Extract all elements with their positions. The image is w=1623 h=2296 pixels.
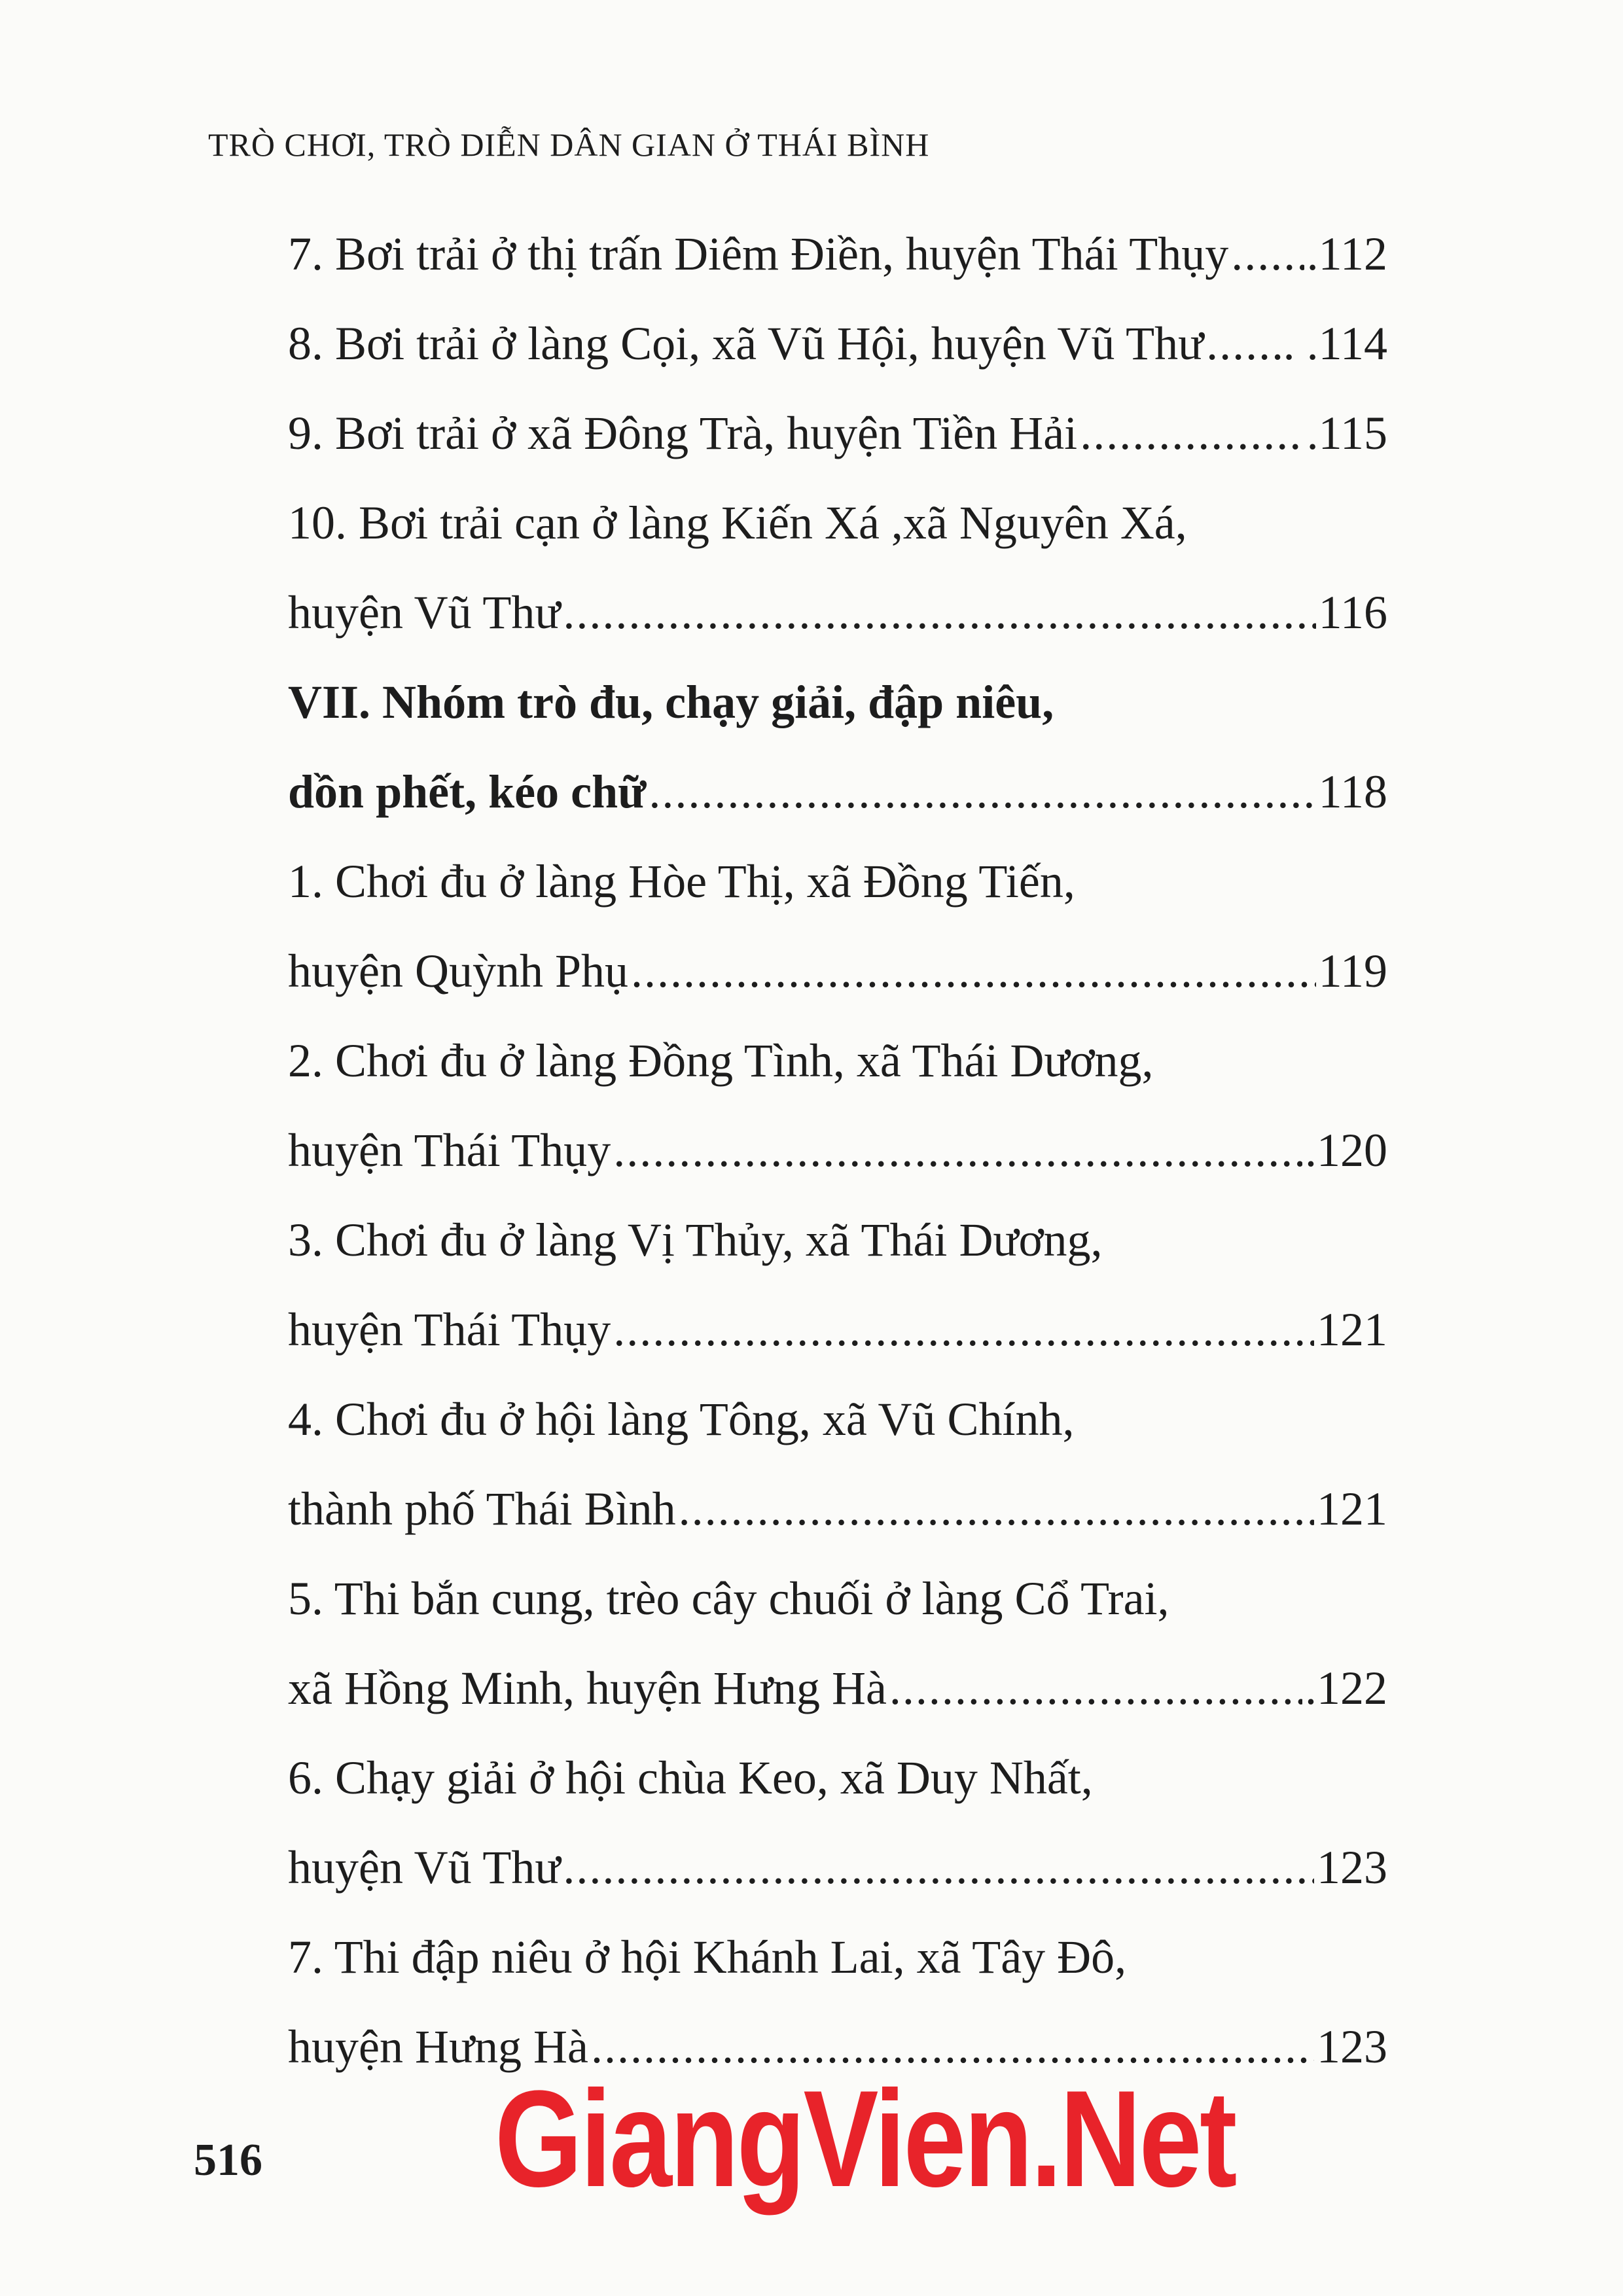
toc-entry xyxy=(288,299,1387,389)
watermark-logo: GiangVien.Net xyxy=(495,2062,1236,2216)
dot-leader xyxy=(679,1464,1314,1554)
toc-entry-page: . .114 xyxy=(1283,317,1387,370)
toc-entry xyxy=(288,1285,1387,1375)
toc-entry xyxy=(288,1554,1387,1644)
toc-entry-page: .120 xyxy=(1305,1124,1387,1176)
dot-leader xyxy=(613,1285,1314,1375)
toc-entry-page: 123 xyxy=(1317,1841,1387,1894)
toc-entry-page: 123 xyxy=(1317,2021,1387,2073)
toc-entry xyxy=(288,837,1387,927)
toc-entry-title: huyện Thái Thụy xyxy=(288,1124,611,1176)
toc-entry xyxy=(288,1195,1387,1285)
toc-entry-page: 121 xyxy=(1317,1483,1387,1535)
toc-entry-title: 7. Thi đập niêu ở hội Khánh Lai, xã Tây Đô, xyxy=(288,1931,1127,1983)
dot-leader xyxy=(1206,299,1281,389)
toc-entry-title: 9. Bơi trải ở xã Đông Trà, huyện Tiền Hải xyxy=(288,407,1078,459)
toc-entry xyxy=(288,747,1387,837)
toc-entry-title: 6. Chạy giải ở hội chùa Keo, xã Duy Nhất, xyxy=(288,1752,1093,1804)
toc-entry xyxy=(288,568,1387,658)
dot-leader xyxy=(1231,209,1304,299)
toc-entry-title: 2. Chơi đu ở làng Đồng Tình, xã Thái Dương, xyxy=(288,1034,1154,1087)
dot-leader xyxy=(889,1644,1302,1733)
toc-entry-title: 4. Chơi đu ở hội làng Tông, xã Vũ Chính, xyxy=(288,1393,1075,1445)
toc-entry-page: 119 xyxy=(1318,945,1387,997)
toc-entry-page: 116 xyxy=(1318,586,1387,639)
toc-entry xyxy=(288,927,1387,1016)
toc-entry-page: 118 xyxy=(1318,766,1387,818)
toc-entry xyxy=(288,389,1387,478)
toc-entry-page: .115 xyxy=(1306,407,1387,459)
toc-entry xyxy=(288,1375,1387,1464)
toc-entry xyxy=(288,1106,1387,1195)
toc-entry-page: .122 xyxy=(1305,1662,1387,1714)
toc-entry-page: 121 xyxy=(1317,1303,1387,1356)
toc-entry-title: 1. Chơi đu ở làng Hòe Thị, xã Đồng Tiến, xyxy=(288,855,1075,908)
toc-entry-title: xã Hồng Minh, huyện Hưng Hà xyxy=(288,1662,887,1714)
toc-entry xyxy=(288,1016,1387,1106)
toc-entry-title: huyện Thái Thụy xyxy=(288,1303,611,1356)
dot-leader xyxy=(563,1823,1314,1913)
dot-leader xyxy=(1080,389,1304,478)
toc-entry xyxy=(288,1913,1387,2002)
toc-entry-title: huyện Quỳnh Phụ xyxy=(288,945,628,997)
toc-entry-title: VII. Nhóm trò đu, chạy giải, đập niêu, xyxy=(288,676,1054,728)
toc-entry-title: 3. Chơi đu ở làng Vị Thủy, xã Thái Dương, xyxy=(288,1214,1103,1266)
dot-leader xyxy=(631,927,1316,1016)
toc-entry-title: thành phố Thái Bình xyxy=(288,1483,676,1535)
toc-entry xyxy=(288,478,1387,568)
toc-entry xyxy=(288,209,1387,299)
dot-leader xyxy=(563,568,1315,658)
toc-entry-title: 10. Bơi trải cạn ở làng Kiến Xá ,xã Nguyên Xá, xyxy=(288,497,1187,549)
toc-entry-title: huyện Vũ Thư xyxy=(288,1841,561,1894)
toc-entry xyxy=(288,1464,1387,1554)
toc-entry-page: .112 xyxy=(1306,228,1387,280)
toc-entry xyxy=(288,1733,1387,1823)
toc-entry-title: 5. Thi bắn cung, trèo cây chuối ở làng Cổ Trai, xyxy=(288,1572,1169,1625)
dot-leader xyxy=(649,747,1315,837)
toc-entry-title: dồn phết, kéo chữ xyxy=(288,766,647,818)
toc-entry-title: 8. Bơi trải ở làng Cọi, xã Vũ Hội, huyện Vũ Thư xyxy=(288,317,1204,370)
toc-entry xyxy=(288,1823,1387,1913)
toc-entry-title: huyện Vũ Thư xyxy=(288,586,561,639)
dot-leader xyxy=(613,1106,1302,1195)
running-header: TRÒ CHƠI, TRÒ DIỄN DÂN GIAN Ở THÁI BÌNH xyxy=(208,126,930,163)
toc-entry-title: 7. Bơi trải ở thị trấn Diêm Điền, huyện Thái Thụy xyxy=(288,228,1229,280)
toc-entry-title: huyện Hưng Hà xyxy=(288,2021,588,2073)
page-number: 516 xyxy=(194,2135,262,2185)
toc-entry xyxy=(288,1644,1387,1733)
table-of-contents xyxy=(288,209,1387,2092)
toc-entry xyxy=(288,658,1387,747)
